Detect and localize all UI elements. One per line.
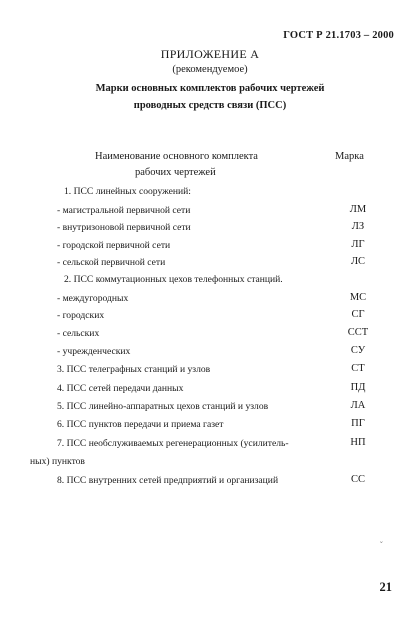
table-row-mark: ЛГ (351, 239, 365, 250)
standard-header: ГОСТ Р 21.1703 – 2000 (283, 30, 394, 41)
appendix-heading-line2: проводных средств связи (ПСС) (133, 100, 287, 111)
table-row-name: 3. ПСС телеграфных станций и узлов (57, 364, 211, 375)
column-header-name-line2: рабочих чертежей (135, 167, 216, 178)
table-row-mark: ССТ (347, 327, 369, 338)
table-row-name: - сельских (57, 328, 100, 339)
appendix-subtitle: (рекомендуемое) (172, 64, 248, 75)
table-row-mark: ЛЗ (351, 221, 365, 232)
table-row-mark: ЛА (350, 400, 366, 411)
table-row-mark: ЛС (350, 256, 366, 267)
table-row-name: 8. ПСС внутренних сетей предприятий и организаций (57, 475, 279, 486)
appendix-heading-line1: Марки основных комплектов рабочих чертежей (95, 83, 325, 94)
table-row-name: - магистральной первичной сети (57, 205, 191, 216)
table-row-name: 5. ПСС линейно-аппаратных цехов станций и узлов (57, 401, 269, 412)
table-row-mark: СТ (351, 363, 365, 374)
table-row-name: 6. ПСС пунктов передачи и приема газет (57, 419, 224, 430)
page-speck: ˘ (380, 540, 383, 549)
table-row-mark: НП (350, 437, 366, 448)
table-row-mark: МС (349, 292, 367, 303)
table-row-name: - внутризоновой первичной сети (57, 222, 191, 233)
table-row-name: - сельской первичной сети (57, 257, 166, 268)
column-header-name: Наименование основного комплекта (95, 151, 258, 162)
table-row-mark: ПД (350, 382, 366, 393)
table-row-mark: ПГ (351, 418, 365, 429)
table-row-mark: СУ (350, 345, 366, 356)
appendix-title: ПРИЛОЖЕНИЕ А (160, 47, 260, 61)
table-row-mark: СГ (351, 309, 365, 320)
table-row-name: ных) пунктов (30, 456, 85, 467)
table-row-name: - городской первичной сети (57, 240, 171, 251)
table-row-name: 1. ПСС линейных сооружений: (64, 186, 191, 197)
table-row-name: - учрежденческих (57, 346, 131, 357)
table-row-mark: СС (350, 474, 365, 485)
table-row-name: 7. ПСС необслуживаемых регенерационных (усилитель- (57, 438, 289, 449)
column-header-mark: Марка (335, 151, 364, 162)
table-row-name: 4. ПСС сетей передачи данных (57, 383, 184, 394)
table-row-mark: ЛМ (349, 204, 367, 215)
table-row-name: - междугородных (57, 293, 129, 304)
table-row-name: - городских (57, 310, 105, 321)
page-number: 21 (379, 580, 392, 594)
table-row-name: 2. ПСС коммутационных цехов телефонных станций. (64, 274, 283, 285)
